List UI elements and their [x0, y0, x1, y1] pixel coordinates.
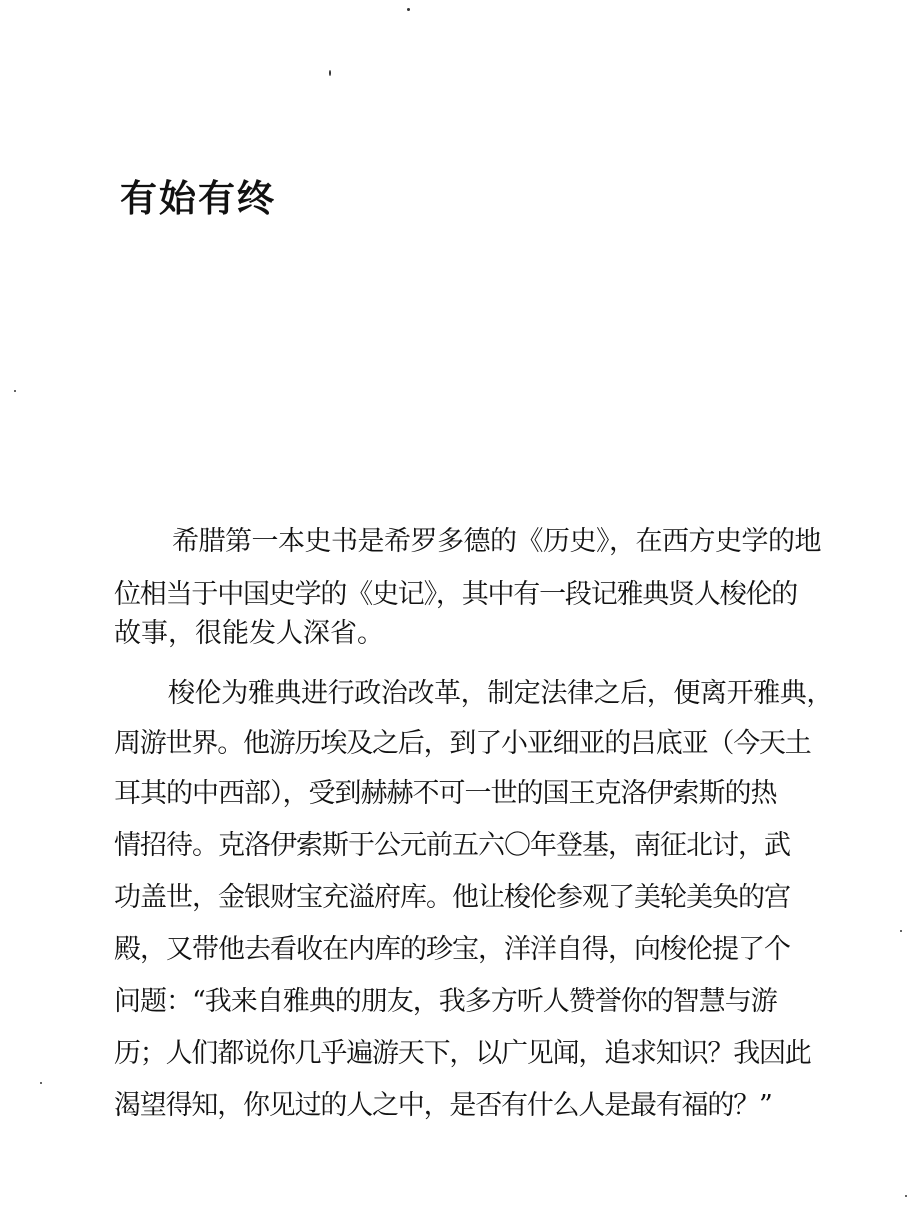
paragraph-line: 希腊第一本史书是希罗多德的《历史》，在西方史学的地: [172, 526, 821, 557]
page-title: 有始有终: [120, 176, 276, 220]
paragraph-line: 周游世界。他游历埃及之后，到了小亚细亚的吕底亚（今天土: [114, 728, 811, 759]
paragraph-line: 梭伦为雅典进行政治改革，制定法律之后，便离开雅典，: [168, 678, 833, 709]
paragraph-line: 渴望得知，你见过的人之中，是否有什么人是最有福的？”: [114, 1090, 772, 1121]
scan-speck: [407, 8, 410, 11]
scan-speck: [905, 1195, 907, 1197]
paragraph-line: 故事，很能发人深省。: [114, 618, 384, 649]
paragraph-line: 殿，又带他去看收在内库的珍宝，洋洋自得，向梭伦提了个: [114, 934, 790, 965]
paragraph-line: 耳其的中西部），受到赫赫不可一世的国王克洛伊索斯的热: [114, 778, 777, 809]
paragraph-line: 位相当于中国史学的《史记》，其中有一段记雅典贤人梭伦的: [114, 579, 798, 610]
scan-speck: [329, 70, 331, 76]
paragraph-line: 问题：“我来自雅典的朋友，我多方听人赞誉你的智慧与游: [114, 986, 777, 1017]
paragraph-line: 情招待。克洛伊索斯于公元前五六〇年登基，南征北讨，武: [114, 830, 790, 861]
scan-speck: [900, 930, 902, 932]
scan-speck: [40, 1082, 42, 1084]
scan-speck: [14, 390, 16, 392]
paragraph-line: 历；人们都说你几乎遍游天下，以广见闻，追求知识？我因此: [114, 1038, 811, 1069]
paragraph-line: 功盖世，金银财宝充溢府库。他让梭伦参观了美轮美奂的宫: [114, 882, 790, 913]
